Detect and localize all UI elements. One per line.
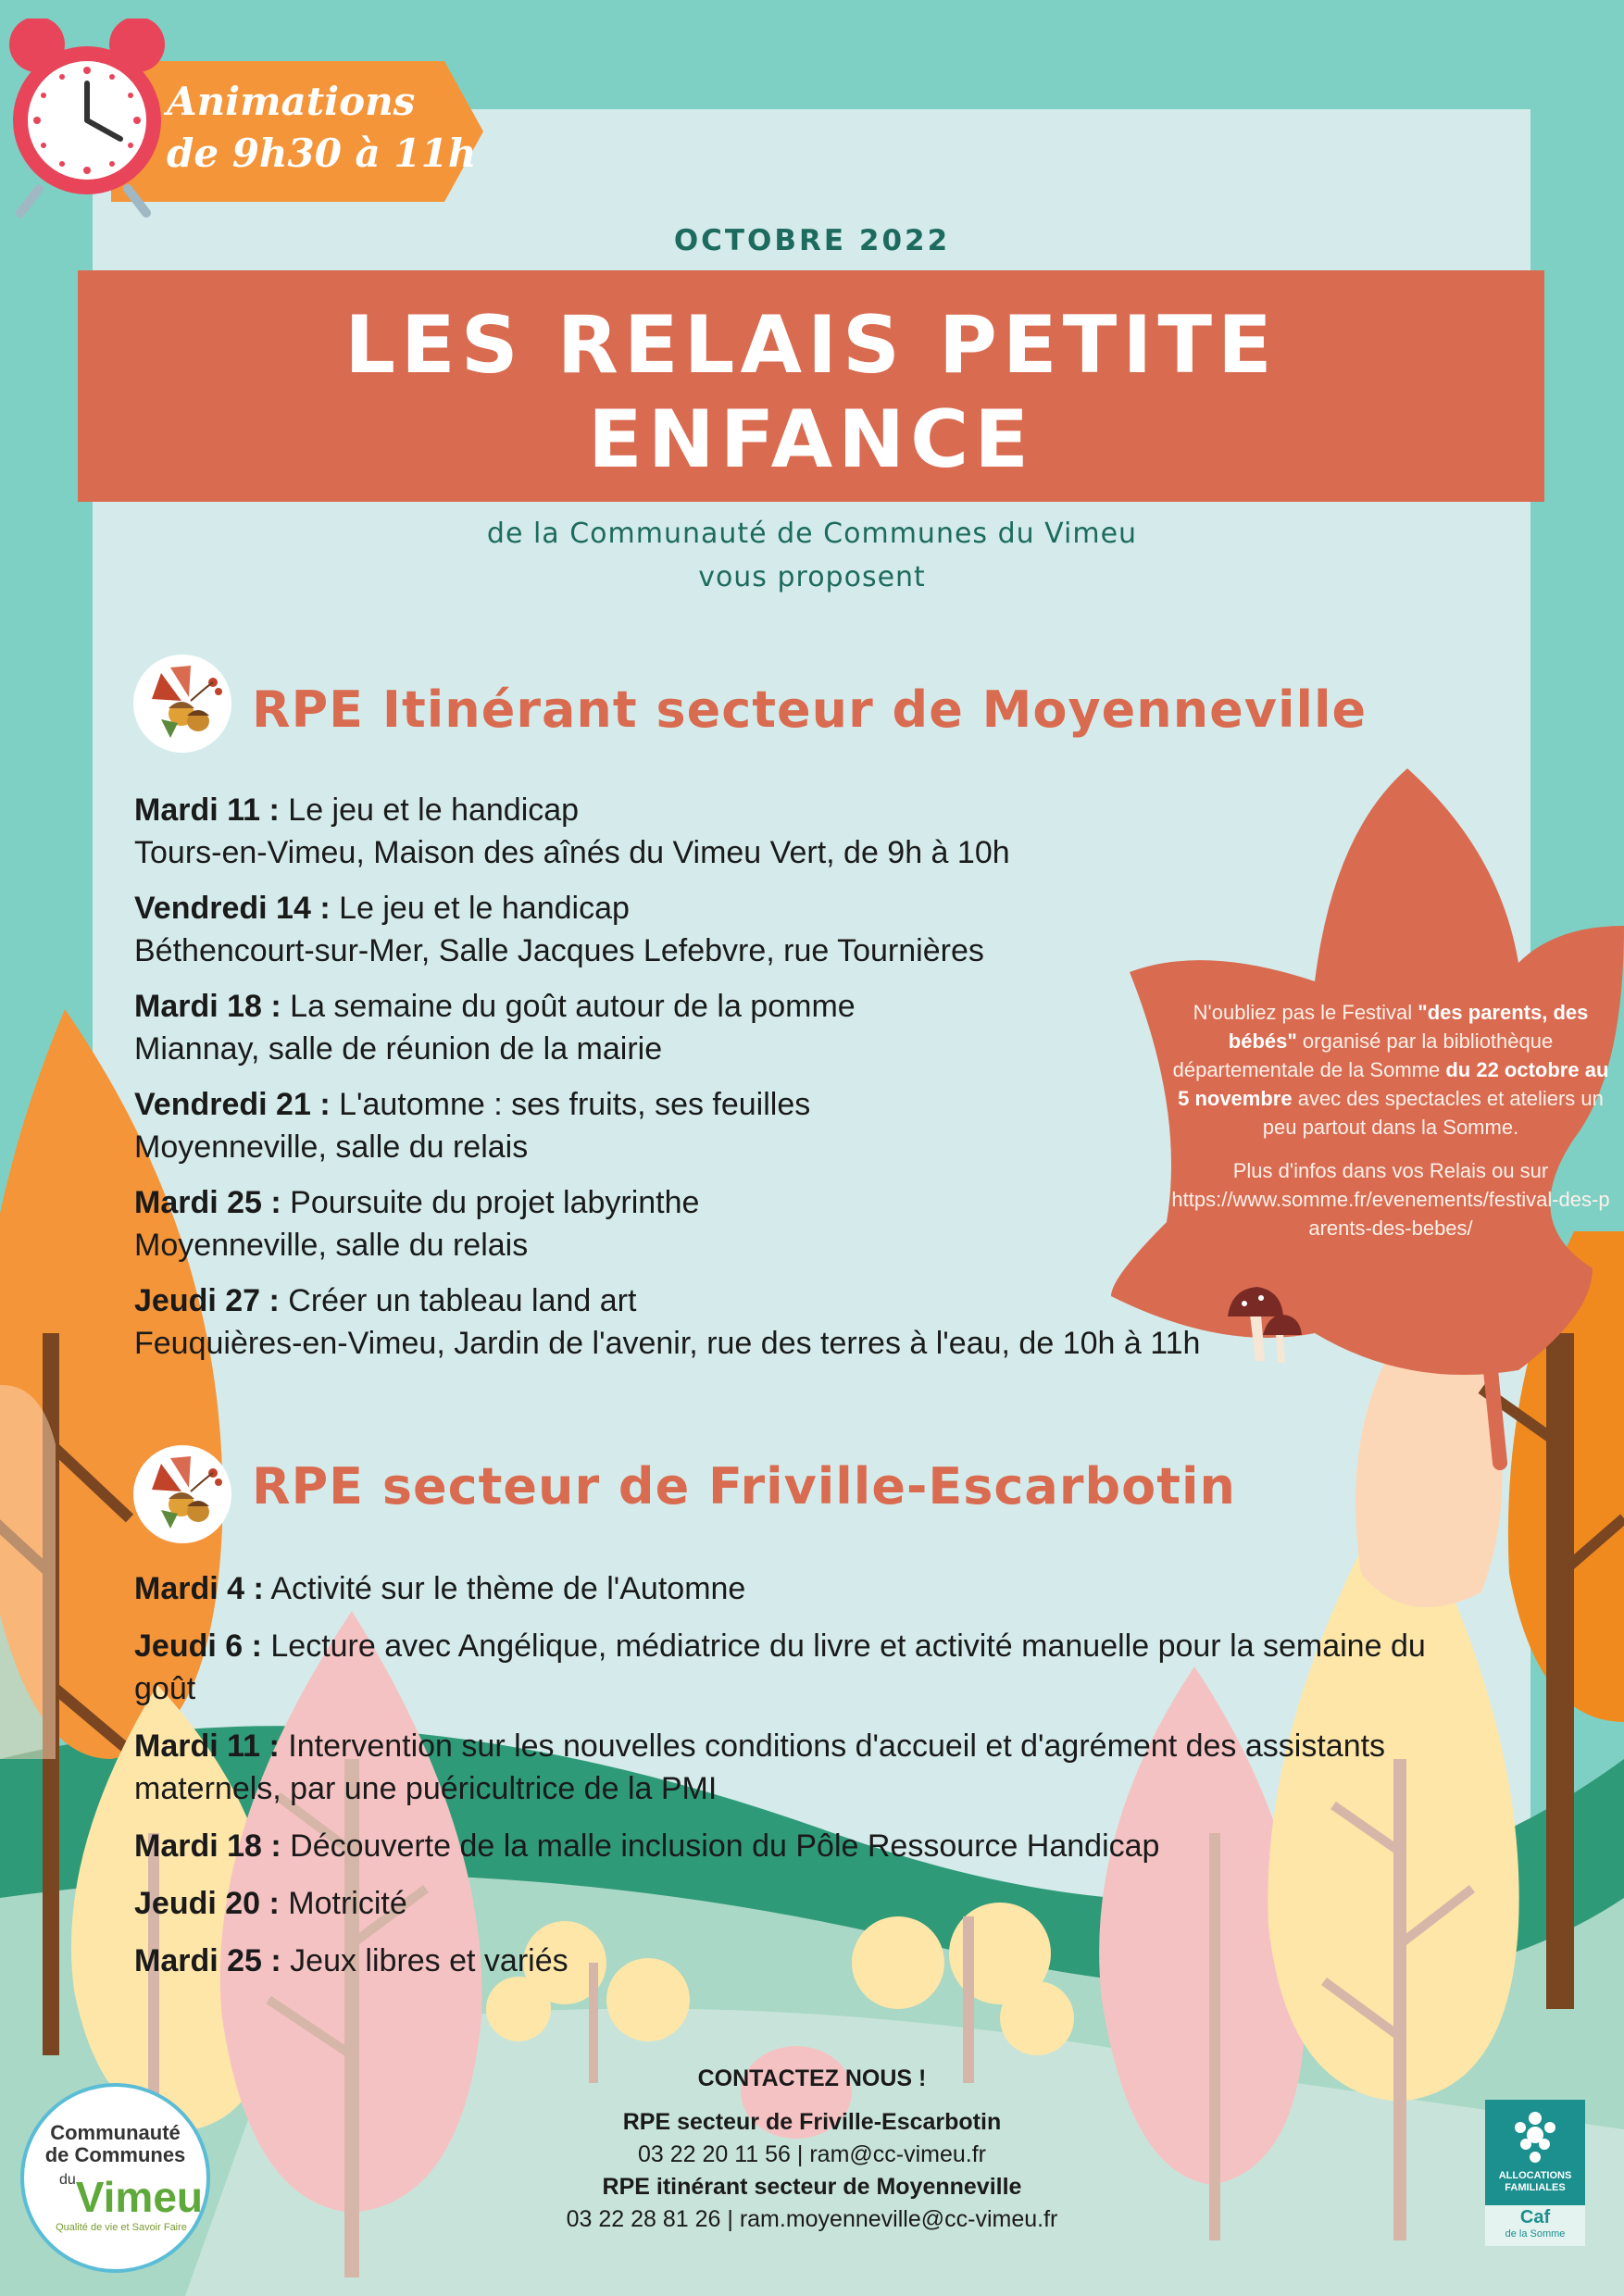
event-day: Jeudi 27 : [134,1283,280,1318]
contact-org2: RPE itinérant secteur de Moyenneville [602,2174,1022,2200]
caf-name: Caf [1519,2207,1551,2227]
note-festival-name: "des parents, des bébés" [1228,1001,1589,1053]
contact-heading: CONTACTEZ NOUS ! [697,2065,927,2091]
event-day: Mardi 11 : [134,792,280,828]
event-text: Motricité [279,1886,407,1921]
subtitle-line1: de la Communauté de Communes du Vimeu [486,518,1138,550]
month-label: OCTOBRE 2022 [673,224,951,257]
event-day: Jeudi 20 : [134,1886,280,1921]
list-item [134,1625,1477,1710]
page-title [78,298,1544,487]
list-item [134,1825,1477,1867]
logo-line1: Communauté [50,2121,181,2144]
event-detail: Béthencourt-sur-Mer, Salle Jacques Lefebvre, rue Tournières [134,933,984,968]
event-text: Activité sur le thème de l'Automne [263,1571,746,1606]
event-day: Jeudi 6 : [134,1628,262,1664]
section1-heading: RPE Itinérant secteur de Moyenneville [252,680,1368,739]
note-text: organisé par la bibliothèque départementale de la Somme [1172,1029,1554,1081]
badge-line1: Animations [167,79,416,124]
contact-block [0,2063,1624,2236]
event-title: Créer un tableau land art [279,1283,637,1318]
list-item [134,1725,1477,1810]
logo-left-name [59,2172,203,2222]
event-title: Poursuite du projet labyrinthe [281,1185,700,1220]
animations-badge-text [167,76,476,180]
event-day: Mardi 11 : [134,1728,280,1764]
event-day: Mardi 18 : [134,1828,281,1864]
note-text: N'oubliez pas le Festival [1193,1001,1418,1024]
event-detail: Tours-en-Vimeu, Maison des aînés du Vimeu Vert, de 9h à 10h [134,835,1010,870]
note-dates: du 22 octobre au 5 novembre [1178,1058,1609,1110]
logo-left-text [24,2122,206,2166]
event-day: Mardi 4 : [134,1571,264,1606]
mushroom-icon [1222,1278,1305,1366]
title-line2: ENFANCE [588,393,1034,486]
caf-text [1485,2170,1585,2194]
caf-logo [1485,2100,1585,2246]
event-day: Mardi 25 : [134,1185,281,1220]
event-text: Jeux libres et variés [281,1943,568,1978]
logo-vimeu: Vimeu [75,2173,204,2221]
caf-line2: FAMILIALES [1505,2182,1566,2193]
event-text: Lecture avec Angélique, médiatrice du livre et activité manuelle pour la semaine du goût [134,1628,1426,1706]
festival-link-paragraph [1168,1156,1613,1242]
caf-line1: ALLOCATIONS [1498,2170,1572,2181]
event-title: Le jeu et le handicap [330,891,630,926]
festival-note-paragraph [1168,998,1613,1142]
event-title: L'automne : ses fruits, ses feuilles [330,1087,811,1122]
event-detail: Miannay, salle de réunion de la mairie [134,1031,663,1067]
subtitle [0,512,1624,599]
event-day: Mardi 18 : [134,989,281,1024]
list-item [134,1940,1477,1982]
event-day: Vendredi 14 : [134,891,331,926]
event-detail: Feuquières-en-Vimeu, Jardin de l'avenir, rue des terres à l'eau, de 10h à 11h [134,1326,1201,1361]
list-item [134,789,1200,874]
event-detail: Moyenneville, salle du relais [134,1228,529,1263]
section2-events [134,1567,1477,1982]
event-title: Le jeu et le handicap [279,792,580,828]
autumn-leaves-acorn-icon [133,1445,231,1543]
list-item [134,1083,1200,1168]
contact-org2-info[interactable]: 03 22 28 81 26 | ram.moyenneville@cc-vimeu.fr [566,2206,1058,2232]
cc-vimeu-logo [20,2083,210,2273]
list-item [134,1181,1200,1267]
subtitle-line2: vous proposent [698,561,926,593]
note-text: Plus d'infos dans vos Relais ou sur [1232,1159,1549,1182]
contact-org1: RPE secteur de Friville-Escarbotin [622,2109,1002,2135]
logo-line2: de Communes [44,2143,186,2166]
badge-line2: de 9h30 à 11h [167,131,477,176]
event-day: Mardi 25 : [134,1943,281,1978]
event-detail: Moyenneville, salle du relais [134,1129,529,1165]
autumn-leaves-acorn-icon [133,655,231,753]
list-item [134,1882,1477,1925]
caf-family-icon [1507,2107,1563,2165]
event-text: Découverte de la malle inclusion du Pôle Ressource Handicap [281,1828,1160,1864]
section1-badge [133,655,231,753]
festival-note [1168,998,1613,1257]
list-item [134,1279,1200,1365]
contact-org1-info[interactable]: 03 22 20 11 56 | ram@cc-vimeu.fr [637,2141,986,2167]
section1-events [134,789,1200,1365]
event-day: Vendredi 21 : [134,1087,331,1122]
list-item [134,985,1200,1070]
list-item [134,887,1200,972]
logo-du: du [59,2172,76,2188]
event-text: Intervention sur les nouvelles conditions d'accueil et d'agrément des assistants maternels, par une puéricultrice de la PMI [134,1728,1386,1806]
note-text: avec des spectacles et ateliers un peu partout dans la Somme. [1262,1087,1604,1139]
section2-heading: RPE secteur de Friville-Escarbotin [252,1457,1236,1516]
caf-dept: de la Somme [1505,2228,1566,2240]
list-item [134,1567,1477,1610]
title-line1: LES RELAIS PETITE [344,299,1278,392]
caf-label [1485,2205,1585,2246]
section2-badge [133,1445,231,1543]
event-title: La semaine du goût autour de la pomme [281,989,856,1024]
logo-tagline: Qualité de vie et Savoir Faire [56,2222,187,2233]
festival-link[interactable]: https://www.somme.fr/evenements/festival-des-parents-des-bebes/ [1171,1188,1610,1240]
